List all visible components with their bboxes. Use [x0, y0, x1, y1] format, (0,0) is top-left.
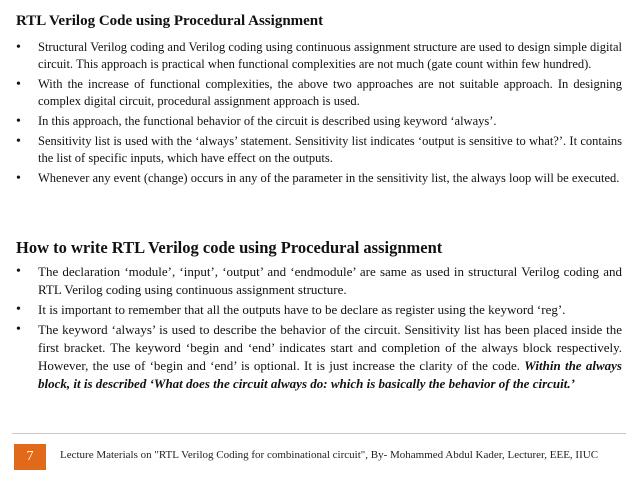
bullet-text: With the increase of functional complexities, the above two approaches are not suitable approach. In designing complex digital circuit, procedural assignment approach is used. [38, 77, 622, 108]
bullet-text: Sensitivity list is used with the ‘always’ statement. Sensitivity list indicates ‘output is sensitive to what?’. It contains the list of specific inputs, which have effect on the outputs. [38, 134, 622, 165]
list-item [16, 133, 622, 167]
emphasized-text: Within the always block, it is described ‘What does the circuit always do: which is basically the behavior of the circuit.’ [38, 358, 622, 391]
list-item [16, 113, 622, 130]
bullet-icon: • [16, 264, 21, 279]
list-item [16, 76, 622, 110]
list-item [16, 263, 622, 299]
list-item [16, 39, 622, 73]
bullet-icon: • [16, 77, 21, 92]
section-heading-how-to-write: How to write RTL Verilog code using Procedural assignment [16, 238, 443, 257]
bullet-text: The declaration ‘module’, ‘input’, ‘output’ and ‘endmodule’ are same as used in structural Verilog coding and RTL Verilog coding using continuous assignment structure. [38, 264, 622, 297]
bullet-icon: • [16, 302, 21, 317]
footer-divider [12, 433, 626, 434]
list-item [16, 301, 622, 319]
footer-text: Lecture Materials on "RTL Verilog Coding for combinational circuit", By- Mohammed Abdul Kader, Lecturer, EEE, IIUC [60, 449, 599, 461]
bullet-icon: • [16, 134, 21, 149]
list-item [16, 170, 622, 187]
bullet-icon: • [16, 171, 21, 186]
bullet-icon: • [16, 40, 21, 55]
bullet-text: The keyword ‘always’ is used to describe the behavior of the circuit. Sensitivity list has been placed inside the first bracket. The keyword ‘begin and ‘end’ indicates start and completion of the always block respectively. However, the use of ‘begin and ‘end’ is optional. It is just increase the clarity of the code. [38, 322, 622, 373]
list-item [16, 321, 622, 393]
bullet-text: Whenever any event (change) occurs in any of the parameter in the sensitivity list, the always loop will be executed. [38, 171, 620, 185]
bullet-list-procedural-assignment [16, 39, 622, 190]
bullet-text: Structural Verilog coding and Verilog coding using continuous assignment structure are used to design simple digital circuit. This approach is practical when functional complexities are not much (gate count within few hundred). [38, 40, 622, 71]
section-heading-procedural-assignment: RTL Verilog Code using Procedural Assignment [16, 13, 324, 29]
page-number-badge: 7 [14, 444, 46, 470]
bullet-icon: • [16, 322, 21, 337]
bullet-icon: • [16, 114, 21, 129]
bullet-text: In this approach, the functional behavior of the circuit is described using keyword ‘always’. [38, 114, 497, 128]
bullet-list-how-to-write [16, 263, 622, 395]
bullet-text: It is important to remember that all the outputs have to be declare as register using the keyword ‘reg’. [38, 302, 566, 317]
